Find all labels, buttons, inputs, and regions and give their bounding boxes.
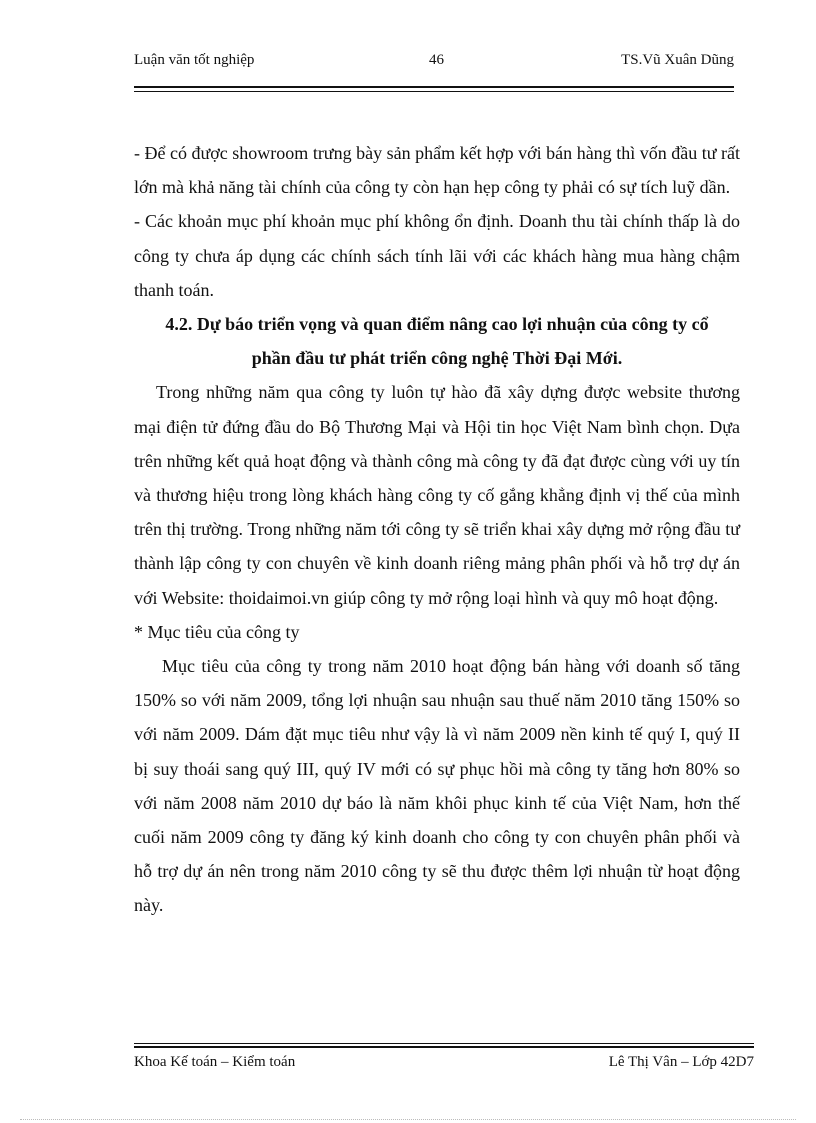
page-header <box>134 52 734 76</box>
section-heading-line2: phần đầu tư phát triển công nghệ Thời Đại Mới. <box>251 348 623 369</box>
subheading-goals: * Mục tiêu của công ty <box>134 621 300 642</box>
footer-department: Khoa Kế toán – Kiểm toán <box>134 1054 296 1070</box>
paragraph-goals: Mục tiêu của công ty trong năm 2010 hoạt động bán hàng với doanh số tăng 150% so với năm 2009, tổng lợi nhuận sau nhuận sau thuế năm 2010 tăng 150% so với năm 2009. Dám đặt mục tiêu như vậy là vì năm 2009 nền kinh tế quý I, quý II bị suy thoái sang quý III, quý IV mới có sự phục hồi mà công ty tăng hơn 80% so với năm 2008 năm 2010 dự báo là năm khôi phục kinh tế của Việt Nam, hơn thế cuối năm 2009 công ty đăng ký kinh doanh cho công ty con chuyên phân phối và hỗ trợ dự án nên trong năm 2010 công ty sẽ thu được thêm lợi nhuận từ hoạt động này. <box>134 656 740 916</box>
page-number: 46 <box>429 52 444 68</box>
footer-rule-thick <box>134 1046 754 1048</box>
page-footer <box>134 1054 754 1078</box>
page-body <box>134 136 740 923</box>
header-supervisor: TS.Vũ Xuân Dũng <box>621 52 734 68</box>
section-heading-line1: 4.2. Dự báo triển vọng và quan điểm nâng cao lợi nhuận của công ty cổ <box>165 314 709 335</box>
bullet-showroom: - Để có được showroom trưng bày sản phẩm kết hợp với bán hàng thì vốn đầu tư rất lớn mà khả năng tài chính của công ty còn hạn hẹp công ty phải có sự tích luỹ dần. <box>134 143 740 198</box>
bullet-costs: - Các khoản mục phí khoản mục phí không ổn định. Doanh thu tài chính thấp là do công ty chưa áp dụng các chính sách tính lãi với các khách hàng mua hàng chậm thanh toán. <box>134 211 740 300</box>
header-rule-thin <box>134 91 734 92</box>
header-thesis-label: Luận văn tốt nghiệp <box>134 52 255 68</box>
paragraph-outlook: Trong những năm qua công ty luôn tự hào đã xây dựng được website thương mại điện tử đứng đầu do Bộ Thương Mại và Hội tin học Việt Nam bình chọn. Dựa trên những kết quả hoạt động và thành công mà công ty đã đạt được cùng với uy tín và thương hiệu trong lòng khách hàng công ty cố gắng khẳng định vị thế của mình trên thị trường. Trong những năm tới công ty sẽ triển khai xây dựng mở rộng đầu tư thành lập công ty con chuyên về kinh doanh riêng mảng phân phối và hỗ trợ dự án với Website: thoidaimoi.vn giúp công ty mở rộng loại hình và quy mô hoạt động. <box>134 382 740 608</box>
header-rule-thick <box>134 86 734 88</box>
footer-rule-thin <box>134 1043 754 1044</box>
page-edge-dotted-line <box>20 1119 796 1120</box>
footer-author: Lê Thị Vân – Lớp 42D7 <box>608 1054 754 1070</box>
